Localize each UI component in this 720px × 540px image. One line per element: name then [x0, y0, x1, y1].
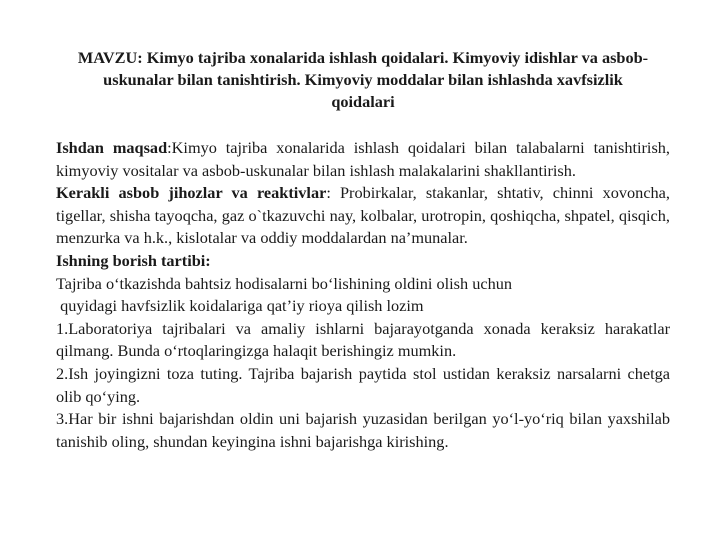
procedure-intro-line-2: quyidagi havfsizlik koidalariga qat’iy rioya qilish lozim [56, 296, 424, 316]
document-title: MAVZU: Kimyo tajriba xonalarida ishlash qoidalari. Kimyoviy idishlar va asbob-uskunalar bilan tanishtirish. Kimyoviy moddalar bilan ishlashda xavfsizlik qoidalari [77, 48, 649, 111]
rule-item-3: 3.Har bir ishni bajarishdan oldin uni bajarish yuzasidan berilgan yo‘l-yo‘riq bilan yaxshilab tanishib oling, shundan keyingina ishni bajarishga kirishing. [56, 409, 670, 451]
document-page [56, 47, 670, 453]
rule-item-2: 2.Ish joyingizni toza tuting. Tajriba bajarish paytida stol ustidan keraksiz narsalarni chetga olib qo‘ying. [56, 363, 670, 406]
rule-item-1: 1.Laboratoriya tajribalari va amaliy ishlarni bajarayotganda xonada keraksiz harakatlar qilmang. Bunda o‘rtoqlaringizga halaqit berishingiz mumkin. [56, 318, 670, 361]
equipment-text: : Probirkalar, stakanlar, shtativ, chinni xovoncha, tigellar, shisha tayoqcha, gaz o`tkazuvchi nay, kolbalar, urotropin, qoshiqcha, shpatel, qisqich, menzurka va h.k., kislotalar va oddiy moddalardan na’munalar. [56, 183, 670, 248]
equipment-paragraph [56, 182, 670, 250]
equipment-label: Kerakli asbob jihozlar va reaktivlar [56, 183, 327, 203]
aim-paragraph [56, 137, 670, 182]
document-body [56, 137, 670, 453]
aim-text: :Kimyo tajriba xonalarida ishlash qoidalari bilan talabalarni tanishtirish, kimyoviy vositalar va asbob-uskunalar bilan ishlash malakalarini shakllantirish. [56, 138, 670, 180]
aim-label: Ishdan maqsad [56, 138, 168, 157]
procedure-heading: Ishning borish tartibi: [56, 250, 211, 270]
procedure-intro-line-1: Tajriba o‘tkazishda bahtsiz hodisalarni bo‘lishining oldini olish uchun [56, 273, 513, 293]
